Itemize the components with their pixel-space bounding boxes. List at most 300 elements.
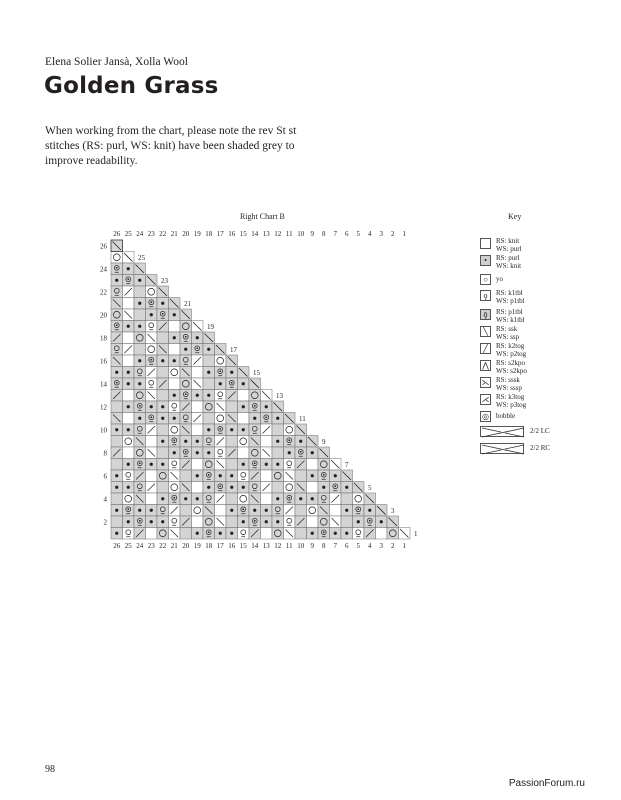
- column-label: 5: [356, 230, 360, 238]
- column-label: 22: [159, 542, 167, 550]
- key-label: RS: purl WS: knit: [496, 254, 522, 270]
- tbl-mark: [139, 520, 141, 522]
- row-label: 20: [100, 311, 107, 320]
- chart-cell: [203, 401, 215, 413]
- chart-cell: [123, 528, 135, 540]
- purl-mark: [173, 313, 176, 316]
- chart-title: Right Chart B: [240, 212, 285, 221]
- chart-cell: [111, 321, 123, 333]
- chart-cell: [295, 528, 307, 540]
- k1tbl-icon: ǫ: [480, 290, 491, 301]
- chart-cell: [134, 401, 146, 413]
- chart-cell: [261, 528, 273, 540]
- tbl-mark: [242, 508, 244, 510]
- chart-cell: [238, 493, 250, 505]
- purl-mark: [299, 497, 302, 500]
- column-label: 12: [274, 542, 282, 550]
- purl-mark: [127, 520, 130, 523]
- key-label: RS: sssk WS: sssp: [496, 376, 522, 392]
- cable-rc-icon: [480, 443, 524, 454]
- row-label: 22: [100, 288, 107, 297]
- chart-cell: [284, 424, 296, 436]
- chart-cell: [203, 493, 215, 505]
- tbl-mark: [185, 451, 187, 453]
- purl-mark: [311, 474, 314, 477]
- k2tog-icon: ╱: [480, 343, 491, 354]
- chart-cell: [353, 505, 365, 517]
- sssk-icon: ⋋: [481, 377, 490, 387]
- chart-cell: [203, 516, 215, 528]
- chart-cell: [169, 424, 181, 436]
- column-label: 20: [182, 230, 190, 238]
- byline: Elena Solier Jansà, Xolla Wool: [45, 56, 188, 68]
- column-label: 11: [285, 542, 293, 550]
- row-label: 14: [100, 380, 107, 389]
- chart-cell: [146, 286, 158, 298]
- chart-cell: [238, 505, 250, 517]
- chart-cell: [376, 528, 388, 540]
- chart-cell: [272, 505, 284, 517]
- chart-cell: [238, 447, 250, 459]
- chart-cell: [134, 459, 146, 471]
- key-label: RS: ssk WS: ssp: [496, 325, 520, 341]
- chart-cell: [249, 401, 261, 413]
- chart-cell: [134, 516, 146, 528]
- purl-mark: [345, 509, 348, 512]
- chart-cell: [169, 516, 181, 528]
- tbl-mark: [185, 393, 187, 395]
- purl-mark: [230, 474, 233, 477]
- chart-cell: [203, 413, 215, 425]
- key-label: RS: knit WS: purl: [496, 237, 522, 253]
- row-label: 25: [138, 254, 145, 262]
- chart-cell: [203, 459, 215, 471]
- chart-cell: [192, 367, 204, 379]
- purl-mark: [173, 359, 176, 362]
- column-label: 19: [193, 230, 201, 238]
- ssk-icon: ╲: [480, 326, 491, 337]
- tbl-mark: [254, 462, 256, 464]
- chart-cell: [295, 447, 307, 459]
- chart-cell: [226, 493, 238, 505]
- chart-cell: [215, 424, 227, 436]
- chart-cell: [134, 344, 146, 356]
- column-label: 19: [193, 542, 201, 550]
- purl-mark: [127, 405, 130, 408]
- chart-cell: [318, 459, 330, 471]
- chart-cell: [203, 470, 215, 482]
- chart-cell: [180, 447, 192, 459]
- chart-cell: [215, 355, 227, 367]
- column-label: 11: [285, 230, 293, 238]
- purl-mark: [207, 371, 210, 374]
- cable-lc-icon: [480, 426, 524, 437]
- chart-cell: [226, 516, 238, 528]
- row-label: 2: [103, 518, 107, 527]
- tbl-mark: [116, 267, 118, 269]
- row-label: 26: [100, 242, 107, 251]
- tbl-mark: [369, 520, 371, 522]
- tbl-mark: [219, 428, 221, 430]
- purl-mark: [161, 302, 164, 305]
- purl-mark: [127, 428, 130, 431]
- chart-cell: [111, 344, 123, 356]
- column-label: 15: [239, 230, 247, 238]
- purl-mark: [138, 382, 141, 385]
- purl-mark: [161, 463, 164, 466]
- chart-cell: [157, 367, 169, 379]
- chart-cell: [261, 493, 273, 505]
- chart-cell: [157, 309, 169, 321]
- column-label: 17: [216, 542, 224, 550]
- chart-cell: [249, 459, 261, 471]
- column-label: 25: [124, 230, 132, 238]
- purl-mark: [161, 359, 164, 362]
- column-label: 2: [391, 542, 395, 550]
- column-label: 6: [345, 230, 349, 238]
- purl-mark: [242, 520, 245, 523]
- column-label: 18: [205, 230, 213, 238]
- chart-cell: [169, 493, 181, 505]
- chart-cell: [146, 436, 158, 448]
- row-label: 9: [322, 438, 326, 446]
- chart-cell: [134, 332, 146, 344]
- row-label: 18: [100, 334, 107, 343]
- chart-cell: [215, 367, 227, 379]
- chart-cell: [123, 332, 135, 344]
- column-label: 13: [262, 542, 270, 550]
- tbl-mark: [357, 508, 359, 510]
- chart-cell: [284, 482, 296, 494]
- chart-cell: [180, 390, 192, 402]
- purl-mark: [161, 405, 164, 408]
- chart-cell: [111, 459, 123, 471]
- chart-cell: [192, 505, 204, 517]
- chart-cell: [261, 436, 273, 448]
- chart-cell: [123, 470, 135, 482]
- chart-cell: [330, 482, 342, 494]
- chart-cell: [353, 528, 365, 540]
- tbl-mark: [323, 474, 325, 476]
- chart-cell: [111, 263, 123, 275]
- purl-mark: [357, 520, 360, 523]
- row-label: 23: [161, 277, 168, 285]
- purl-mark: [299, 440, 302, 443]
- chart-cell: [307, 516, 319, 528]
- chart-cell: [169, 378, 181, 390]
- purl-mark: [311, 532, 314, 535]
- chart-cell: [111, 516, 123, 528]
- purl-mark: [138, 509, 141, 512]
- purl-mark: [242, 382, 245, 385]
- key-item: [480, 443, 610, 457]
- chart-cell: [318, 528, 330, 540]
- column-label: 26: [113, 230, 121, 238]
- chart-cell: [134, 390, 146, 402]
- key-label: RS: k3tog WS: p3tog: [496, 393, 527, 409]
- chart-cell: [215, 413, 227, 425]
- chart-cell: [169, 401, 181, 413]
- tbl-mark: [150, 359, 152, 361]
- column-label: 13: [262, 230, 270, 238]
- column-label: 4: [368, 230, 372, 238]
- purl-mark: [115, 279, 118, 282]
- purl-mark: [184, 497, 187, 500]
- chart-cell: [180, 470, 192, 482]
- purl-mark: [138, 417, 141, 420]
- key-label: 2/2 LC: [530, 427, 550, 435]
- purl-mark: [334, 532, 337, 535]
- purl-mark: [345, 532, 348, 535]
- purl-mark: [380, 520, 383, 523]
- chart-cell: [238, 390, 250, 402]
- purl-mark: [219, 474, 222, 477]
- key-label: yo: [496, 275, 503, 283]
- chart-cell: [364, 516, 376, 528]
- purl-mark: [161, 497, 164, 500]
- purl-mark: [138, 279, 141, 282]
- chart-cell: [123, 436, 135, 448]
- chart-cell: [169, 321, 181, 333]
- chart-cell: [272, 470, 284, 482]
- chart-cell: [226, 401, 238, 413]
- purl-mark: [207, 451, 210, 454]
- tbl-mark: [116, 324, 118, 326]
- row-label: 5: [368, 484, 372, 492]
- s2kpo-icon: ⋀: [480, 360, 491, 371]
- purl-dot-icon: •: [480, 255, 491, 266]
- row-label: 7: [345, 461, 349, 469]
- key-label: 2/2 RC: [530, 444, 551, 452]
- chart-cell: [146, 355, 158, 367]
- chart-cell: [238, 436, 250, 448]
- chart-cell: [146, 470, 158, 482]
- tbl-mark: [173, 497, 175, 499]
- chart-cell: [192, 401, 204, 413]
- chart-cell: [123, 390, 135, 402]
- purl-mark: [196, 394, 199, 397]
- chart-cell: [111, 309, 123, 321]
- column-label: 10: [297, 542, 305, 550]
- row-label: 24: [100, 265, 107, 274]
- purl-mark: [265, 509, 268, 512]
- purl-mark: [127, 325, 130, 328]
- chart-cell: [203, 528, 215, 540]
- column-label: 4: [368, 542, 372, 550]
- purl-mark: [334, 474, 337, 477]
- tbl-mark: [139, 462, 141, 464]
- chart-cell: [180, 332, 192, 344]
- row-label: 12: [100, 403, 107, 412]
- chart-cell: [272, 482, 284, 494]
- chart-cell: [180, 355, 192, 367]
- tbl-mark: [300, 451, 302, 453]
- purl-mark: [276, 440, 279, 443]
- column-label: 23: [147, 542, 155, 550]
- chart-cell: [192, 424, 204, 436]
- row-label: 16: [100, 357, 107, 366]
- column-label: 7: [333, 230, 337, 238]
- chart-cell: [111, 493, 123, 505]
- row-label: 11: [299, 415, 306, 423]
- column-label: 1: [402, 542, 406, 550]
- purl-mark: [276, 417, 279, 420]
- tbl-mark: [139, 405, 141, 407]
- chart-cell: [318, 470, 330, 482]
- chart-cell: [238, 413, 250, 425]
- chart-cell: [123, 298, 135, 310]
- purl-mark: [196, 497, 199, 500]
- purl-mark: [311, 451, 314, 454]
- chart-cell: [318, 493, 330, 505]
- column-label: 3: [379, 542, 383, 550]
- chart-cell: [180, 528, 192, 540]
- chart-cell: [134, 309, 146, 321]
- column-label: 14: [251, 230, 259, 238]
- chart-cell: [272, 528, 284, 540]
- chart-cell: [284, 459, 296, 471]
- row-label: 21: [184, 300, 191, 308]
- purl-mark: [311, 497, 314, 500]
- bobble-icon: ◎: [480, 411, 491, 422]
- chart-cell: [249, 390, 261, 402]
- purl-mark: [288, 451, 291, 454]
- chart-cell: [387, 528, 399, 540]
- watermark: PassionForum.ru: [508, 778, 585, 789]
- column-label: 9: [310, 230, 314, 238]
- column-label: 20: [182, 542, 190, 550]
- chart-cell: [226, 436, 238, 448]
- chart-cell: [272, 447, 284, 459]
- purl-mark: [196, 451, 199, 454]
- chart-cell: [146, 344, 158, 356]
- chart-cell: [134, 424, 146, 436]
- column-label: 1: [402, 230, 406, 238]
- chart-cell: [215, 390, 227, 402]
- column-label: 23: [147, 230, 155, 238]
- purl-mark: [230, 428, 233, 431]
- chart-cell: [157, 470, 169, 482]
- chart-cell: [146, 413, 158, 425]
- purl-mark: [115, 428, 118, 431]
- purl-mark: [150, 405, 153, 408]
- column-label: 16: [228, 542, 236, 550]
- column-label: 15: [239, 542, 247, 550]
- page-title: Golden Grass: [44, 73, 219, 99]
- chart-cell: [261, 413, 273, 425]
- purl-mark: [115, 371, 118, 374]
- column-label: 21: [170, 542, 178, 550]
- purl-mark: [230, 532, 233, 535]
- tbl-mark: [173, 439, 175, 441]
- chart-cell: [203, 436, 215, 448]
- purl-mark: [127, 463, 130, 466]
- purl-mark: [138, 325, 141, 328]
- key-title: Key: [508, 212, 522, 221]
- chart-cell: [111, 252, 123, 264]
- key-label: RS: p1tbl WS: k1tbl: [496, 308, 525, 324]
- chart-cell: [203, 378, 215, 390]
- purl-mark: [115, 474, 118, 477]
- chart-cell: [123, 413, 135, 425]
- column-label: 10: [297, 230, 305, 238]
- row-label: 3: [391, 507, 395, 515]
- chart-cell: [169, 459, 181, 471]
- purl-mark: [150, 509, 153, 512]
- purl-mark: [242, 463, 245, 466]
- chart-cell: [146, 321, 158, 333]
- chart-cell: [295, 470, 307, 482]
- column-label: 24: [136, 542, 144, 550]
- chart-cell: [238, 470, 250, 482]
- purl-mark: [173, 394, 176, 397]
- purl-mark: [150, 520, 153, 523]
- tbl-mark: [116, 382, 118, 384]
- chart-cell: [203, 355, 215, 367]
- purl-mark: [242, 405, 245, 408]
- chart-cell: [192, 482, 204, 494]
- k3tog-icon: ⋌: [481, 394, 490, 404]
- chart-cell: [111, 286, 123, 298]
- tbl-mark: [334, 485, 336, 487]
- key-label: RS: s2kpo WS: s2kpo: [496, 359, 527, 375]
- purl-mark: [127, 382, 130, 385]
- purl-mark: [150, 313, 153, 316]
- chart-cell: [111, 436, 123, 448]
- purl-mark: [276, 520, 279, 523]
- chart-cell: [249, 482, 261, 494]
- purl-mark: [196, 440, 199, 443]
- chart-cell: [192, 344, 204, 356]
- row-label: 17: [230, 346, 237, 354]
- column-label: 17: [216, 230, 224, 238]
- chart-cell: [318, 516, 330, 528]
- column-label: 8: [322, 230, 326, 238]
- tbl-mark: [185, 336, 187, 338]
- chart-cell: [341, 493, 353, 505]
- chart-cell: [249, 516, 261, 528]
- chart-cell: [180, 378, 192, 390]
- tbl-mark: [219, 485, 221, 487]
- purl-mark: [173, 451, 176, 454]
- purl-mark: [253, 509, 256, 512]
- chart-cell: [169, 482, 181, 494]
- tbl-mark: [127, 278, 129, 280]
- chart-cell: [226, 378, 238, 390]
- row-label: 13: [276, 392, 283, 400]
- column-label: 14: [251, 542, 259, 550]
- tbl-mark: [127, 508, 129, 510]
- chart-cell: [192, 516, 204, 528]
- chart-cell: [180, 413, 192, 425]
- purl-mark: [207, 428, 210, 431]
- purl-mark: [265, 405, 268, 408]
- p1tbl-icon: ǭ: [480, 309, 491, 320]
- chart-cell: [169, 367, 181, 379]
- tbl-mark: [208, 531, 210, 533]
- purl-mark: [219, 532, 222, 535]
- purl-mark: [207, 348, 210, 351]
- row-label: 19: [207, 323, 214, 331]
- purl-mark: [196, 474, 199, 477]
- tbl-mark: [254, 520, 256, 522]
- chart-cell: [284, 493, 296, 505]
- chart-cell: [307, 482, 319, 494]
- purl-mark: [184, 348, 187, 351]
- purl-mark: [184, 440, 187, 443]
- chart-cell: [134, 447, 146, 459]
- column-label: 8: [322, 542, 326, 550]
